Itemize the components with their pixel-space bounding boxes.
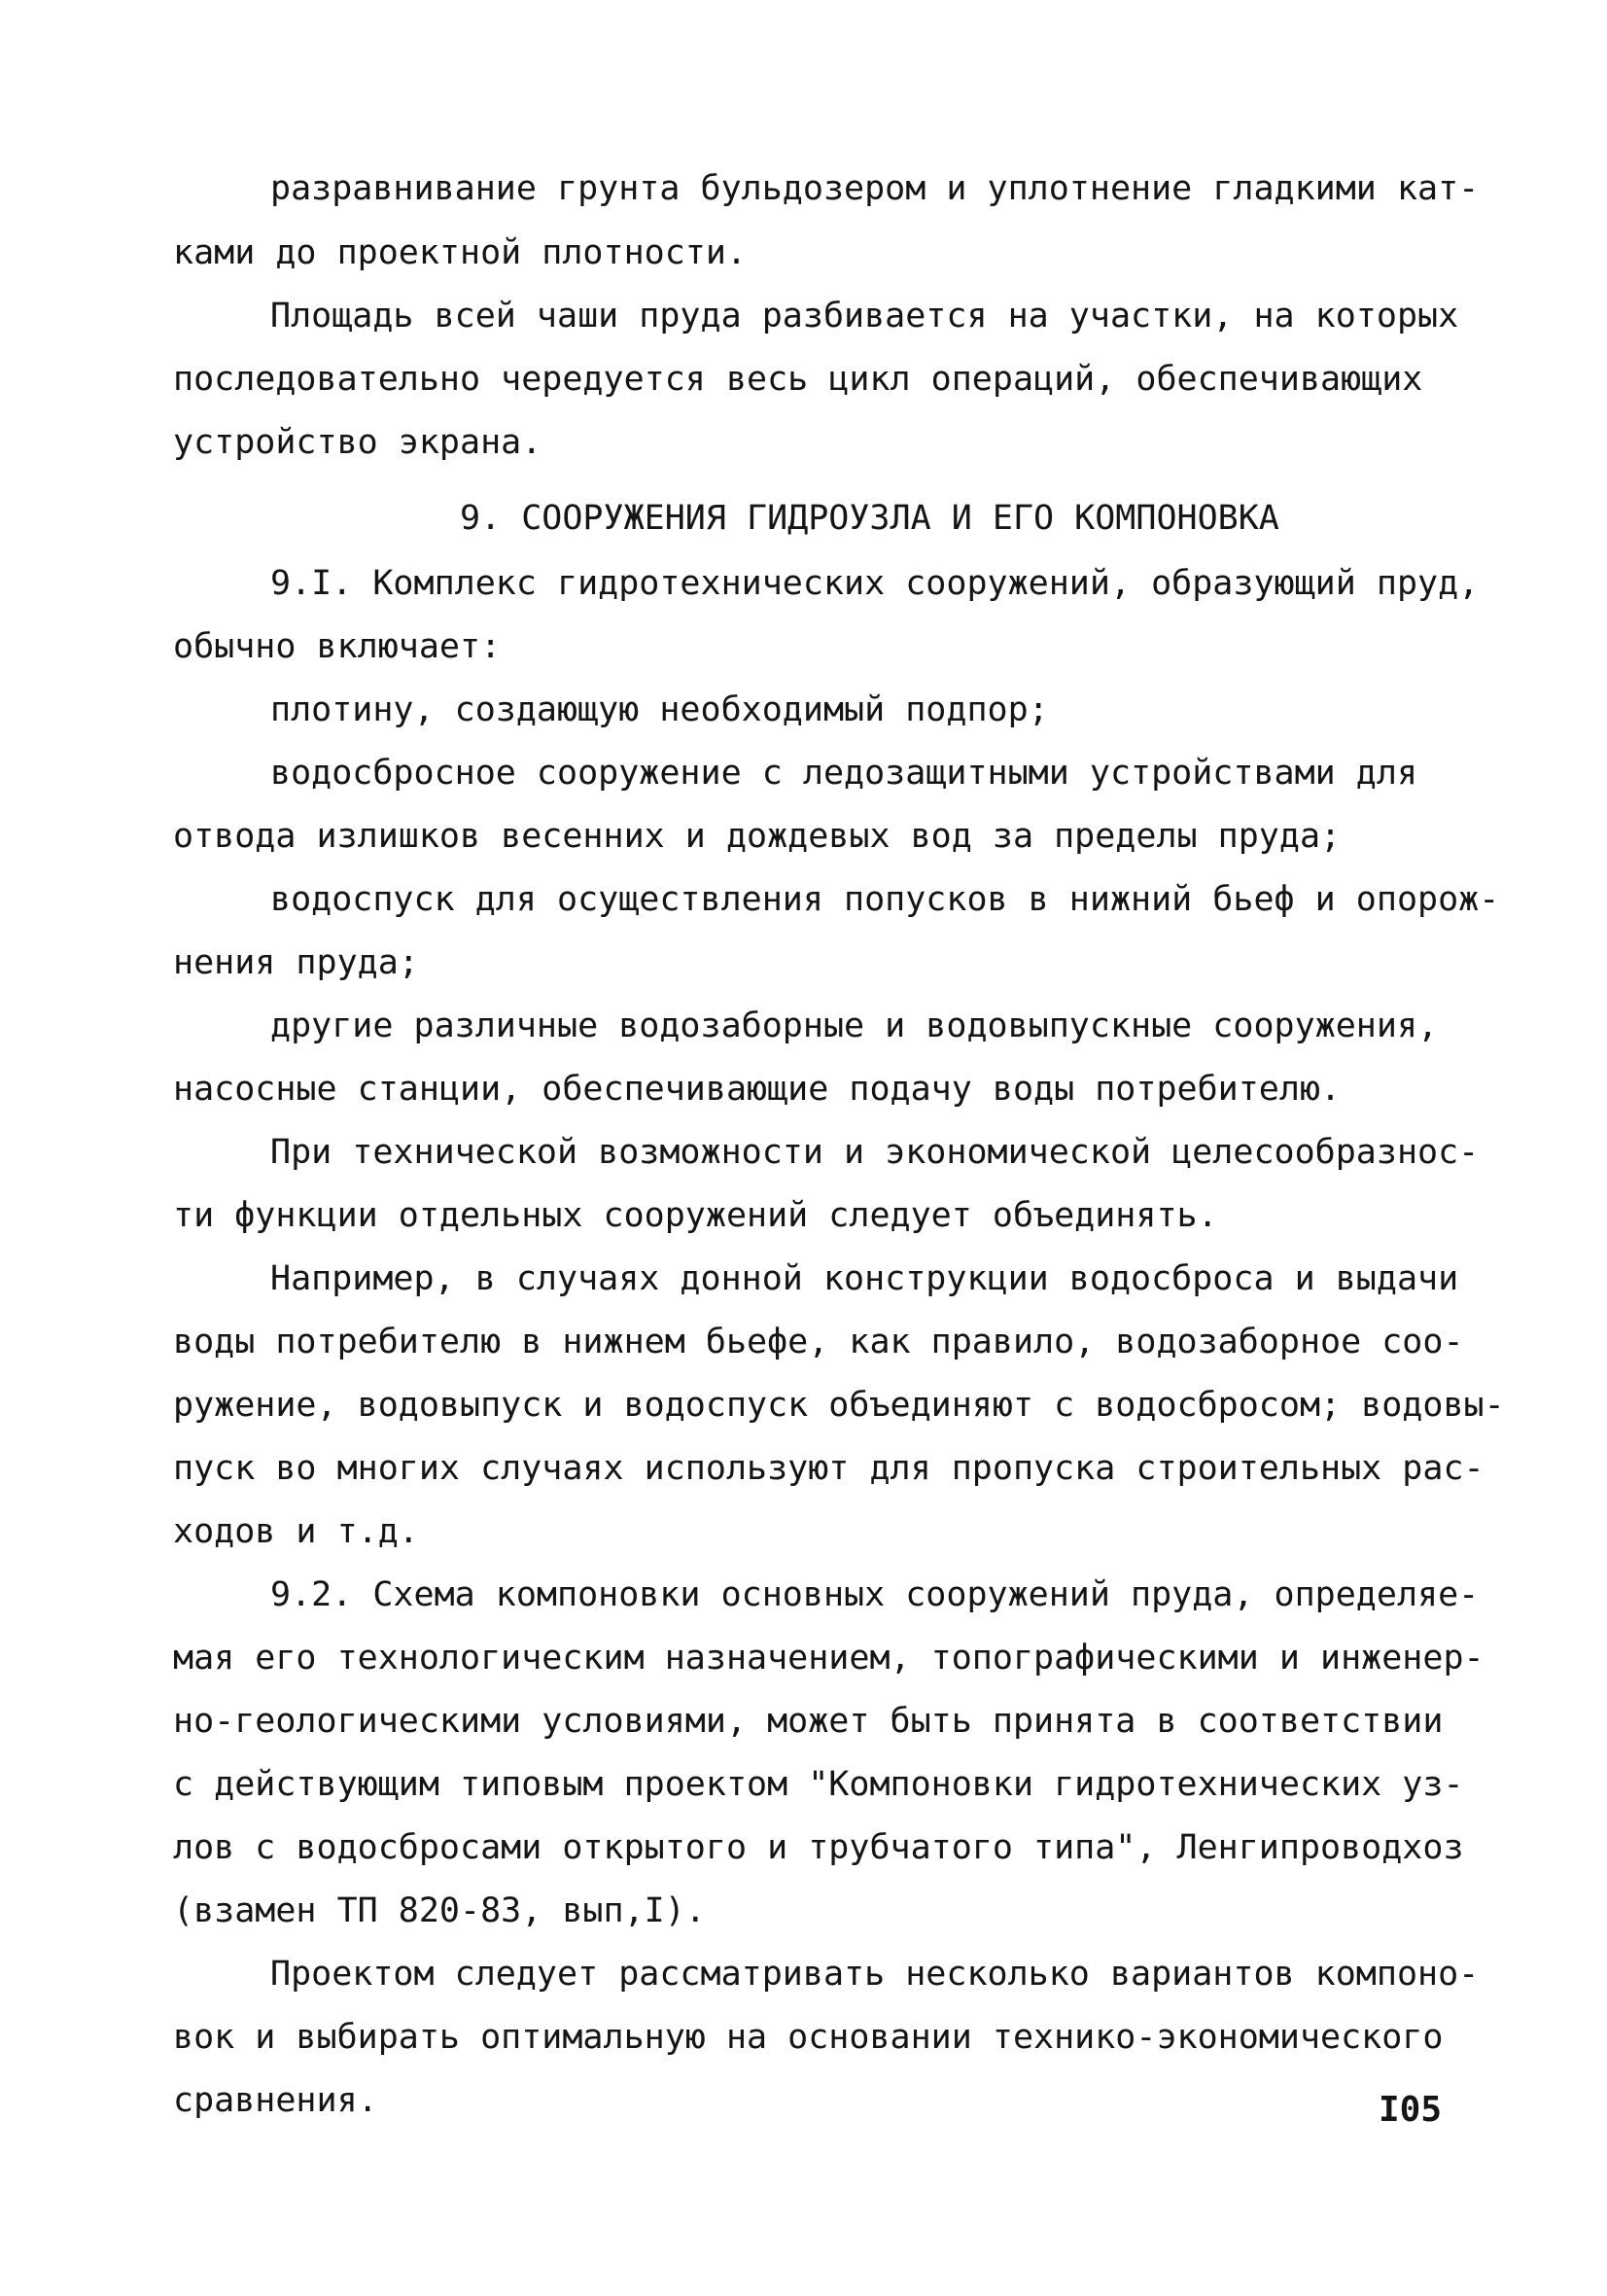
text-line: воды потребителю в нижнем бьефе, как правило, водозаборное соо-: [173, 1323, 1464, 1361]
text-line: 9.I. Комплекс гидротехнических сооружений, образующий пруд,: [270, 564, 1480, 603]
text-line: ходов и т.д.: [173, 1512, 419, 1551]
text-line: При технической возможности и экономической целесообразнос-: [270, 1133, 1480, 1172]
text-line: обычно включает:: [173, 627, 502, 666]
text-line: (взамен ТП 820-83, вып,I).: [173, 1891, 706, 1930]
text-line: ти функции отдельных сооружений следует объединять.: [173, 1196, 1218, 1235]
text-line: нения пруда;: [173, 943, 419, 982]
text-line: последовательно чередуется весь цикл операций, обеспечивающих: [173, 360, 1423, 399]
text-line: отвода излишков весенних и дождевых вод за пределы пруда;: [173, 817, 1342, 856]
text-line: водоспуск для осуществления попусков в нижний бьеф и опорож-: [270, 880, 1500, 919]
text-line: вок и выбирать оптимальную на основании технико-экономического: [173, 2018, 1444, 2057]
text-line: устройство экрана.: [173, 423, 542, 462]
text-line: мая его технологическим назначением, топографическими и инженер-: [173, 1639, 1485, 1678]
text-line: с действующим типовым проектом "Компоновки гидротехнических уз-: [173, 1765, 1464, 1804]
section-heading: 9. СООРУЖЕНИЯ ГИДРОУЗЛА И ЕГО КОМПОНОВКА: [460, 499, 1279, 538]
text-line: ками до проектной плотности.: [173, 233, 748, 272]
text-line: плотину, создающую необходимый подпор;: [270, 690, 1049, 729]
text-line: ружение, водовыпуск и водоспуск объединяют с водосбросом; водовы-: [173, 1386, 1505, 1425]
text-line: лов с водосбросами открытого и трубчатого типа", Ленгипроводхоз: [173, 1828, 1464, 1867]
text-line: насосные станции, обеспечивающие подачу воды потребителю.: [173, 1070, 1342, 1109]
text-line: Площадь всей чаши пруда разбивается на участки, на которых: [270, 297, 1459, 336]
text-line: водосбросное сооружение с ледозащитными устройствами для: [270, 754, 1418, 793]
text-line: Например, в случаях донной конструкции водосброса и выдачи: [270, 1259, 1459, 1298]
text-line: пуск во многих случаях используют для пропуска строительных рас-: [173, 1449, 1485, 1488]
text-line: сравнения.: [173, 2081, 378, 2120]
text-line: но-геологическими условиями, может быть принята в соответствии: [173, 1702, 1444, 1741]
text-line: 9.2. Схема компоновки основных сооружений пруда, определяе-: [270, 1575, 1480, 1614]
text-line: разравнивание грунта бульдозером и уплотнение гладкими кат-: [270, 169, 1480, 208]
text-line: Проектом следует рассматривать несколько вариантов компоно-: [270, 1955, 1480, 1994]
text-line: другие различные водозаборные и водовыпускные сооружения,: [270, 1007, 1439, 1045]
page-number: I05: [1379, 2090, 1443, 2130]
